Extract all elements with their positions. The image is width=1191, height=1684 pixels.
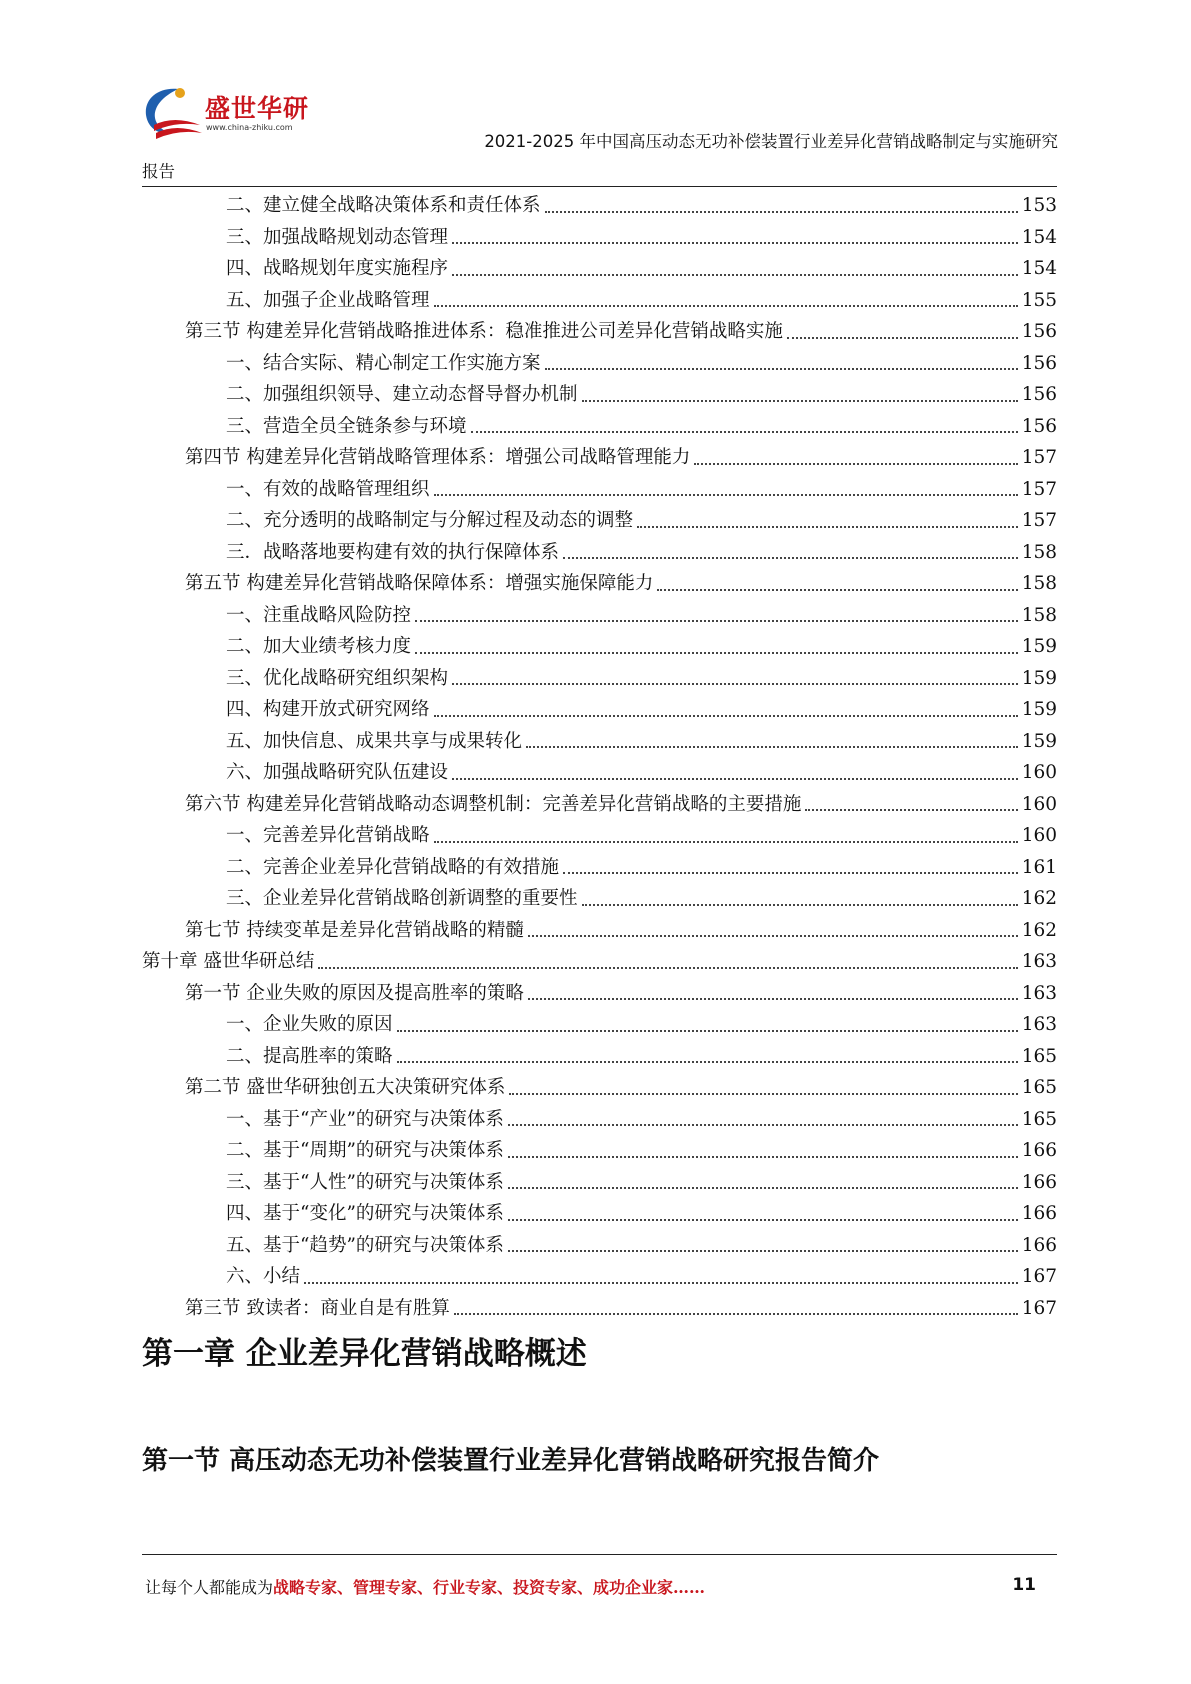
toc-entry-title: 第十章 盛世华研总结	[142, 951, 315, 972]
toc-dot-leader	[657, 589, 1017, 591]
toc-entry-page: 160	[1021, 825, 1057, 846]
toc-dot-leader	[434, 494, 1018, 496]
toc-entry-title: 三、优化战略研究组织架构	[226, 667, 449, 689]
toc-entry-title: 六、小结	[226, 1266, 301, 1287]
toc-entry[interactable]	[142, 568, 1057, 600]
report-title: 2021-2025 年中国高压动态无功补偿装置行业差异化营销战略制定与实施研究	[484, 132, 1058, 151]
toc-entry-page: 158	[1021, 604, 1057, 626]
toc-entry-page: 156	[1021, 321, 1057, 342]
toc-entry-title: 一、完善差异化营销战略	[226, 825, 430, 846]
toc-entry[interactable]	[142, 316, 1057, 348]
toc-entry[interactable]	[142, 474, 1057, 506]
toc-entry-page: 157	[1021, 510, 1057, 531]
toc-entry[interactable]	[142, 379, 1057, 411]
toc-dot-leader	[434, 841, 1018, 843]
toc-dot-leader	[434, 305, 1018, 307]
toc-dot-leader	[508, 1187, 1018, 1189]
toc-entry[interactable]	[142, 883, 1057, 915]
toc-entry-title: 三．战略落地要构建有效的执行保障体系	[226, 541, 560, 563]
logo-brand-name: 盛世华研	[205, 94, 310, 123]
logo-url: www.china-zhiku.com	[206, 123, 293, 132]
toc-entry[interactable]	[142, 1072, 1057, 1104]
toc-entry-title: 二、完善企业差异化营销战略的有效措施	[226, 856, 560, 878]
report-title-suffix: 报告	[142, 162, 175, 181]
toc-entry-page: 159	[1021, 730, 1057, 752]
toc-entry-title: 第三节 构建差异化营销战略推进体系：稳准推进公司差异化营销战略实施	[185, 321, 783, 342]
toc-entry[interactable]	[142, 852, 1057, 884]
toc-entry-page: 159	[1021, 636, 1057, 657]
page-number: 11	[1012, 1575, 1036, 1595]
toc-entry[interactable]	[142, 537, 1057, 569]
toc-dot-leader	[508, 1124, 1018, 1126]
toc-entry-page: 157	[1021, 478, 1057, 500]
company-logo	[140, 85, 310, 145]
toc-dot-leader	[637, 526, 1018, 528]
toc-entry-page: 165	[1021, 1108, 1057, 1130]
toc-entry[interactable]	[142, 946, 1057, 978]
toc-entry-page: 158	[1021, 573, 1057, 594]
toc-dot-leader	[415, 652, 1018, 654]
toc-entry-page: 154	[1021, 258, 1057, 279]
toc-entry[interactable]	[142, 915, 1057, 947]
toc-entry-page: 156	[1021, 415, 1057, 437]
toc-entry-title: 四、基于“变化”的研究与决策体系	[226, 1203, 504, 1224]
toc-entry-page: 158	[1021, 541, 1057, 563]
toc-dot-leader	[452, 274, 1018, 276]
toc-dot-leader	[563, 872, 1018, 874]
toc-dot-leader	[304, 1282, 1018, 1284]
toc-entry[interactable]	[142, 222, 1057, 254]
footer-divider	[142, 1554, 1057, 1555]
toc-entry[interactable]	[142, 190, 1057, 222]
toc-dot-leader	[509, 1093, 1017, 1095]
toc-entry[interactable]	[142, 757, 1057, 789]
toc-entry-page: 161	[1021, 856, 1057, 878]
toc-entry[interactable]	[142, 442, 1057, 474]
toc-dot-leader	[397, 1061, 1018, 1063]
toc-dot-leader	[454, 1313, 1018, 1315]
toc-entry-title: 第二节 盛世华研独创五大决策研究体系	[185, 1077, 506, 1098]
toc-entry[interactable]	[142, 694, 1057, 726]
toc-entry-title: 五、基于“趋势”的研究与决策体系	[226, 1234, 504, 1256]
toc-entry-title: 二、加强组织领导、建立动态督导督办机制	[226, 384, 578, 405]
toc-entry-page: 160	[1021, 793, 1057, 815]
toc-entry-title: 第三节 致读者：商业自是有胜算	[185, 1297, 450, 1319]
toc-dot-leader	[563, 557, 1018, 559]
toc-entry-page: 167	[1021, 1266, 1057, 1287]
toc-entry-page: 166	[1021, 1203, 1057, 1224]
footer-slogan-prefix: 让每个人都能成为	[145, 1578, 274, 1597]
toc-entry-page: 163	[1021, 1014, 1057, 1035]
toc-dot-leader	[508, 1250, 1018, 1252]
toc-entry-page: 160	[1021, 762, 1057, 783]
toc-entry-page: 162	[1021, 888, 1057, 909]
toc-entry-title: 三、企业差异化营销战略创新调整的重要性	[226, 888, 578, 909]
toc-entry[interactable]	[142, 978, 1057, 1010]
toc-entry[interactable]	[142, 1009, 1057, 1041]
toc-entry-page: 166	[1021, 1234, 1057, 1256]
toc-entry[interactable]	[142, 1293, 1057, 1325]
toc-entry[interactable]	[142, 505, 1057, 537]
toc-entry-title: 三、基于“人性”的研究与决策体系	[226, 1171, 504, 1193]
toc-entry-page: 163	[1021, 951, 1057, 972]
logo-emblem-icon	[140, 85, 208, 145]
toc-entry-page: 165	[1021, 1045, 1057, 1067]
toc-entry-title: 二、提高胜率的策略	[226, 1045, 393, 1067]
toc-entry-title: 三、营造全员全链条参与环境	[226, 415, 467, 437]
toc-dot-leader	[787, 337, 1018, 339]
toc-entry-title: 一、注重战略风险防控	[226, 604, 412, 626]
toc-entry[interactable]	[142, 285, 1057, 317]
toc-dot-leader	[526, 746, 1018, 748]
toc-entry-title: 五、加快信息、成果共享与成果转化	[226, 730, 523, 752]
toc-dot-leader	[452, 683, 1018, 685]
toc-entry-title: 四、战略规划年度实施程序	[226, 258, 449, 279]
section-heading: 第一节 高压动态无功补偿装置行业差异化营销战略研究报告简介	[142, 1446, 880, 1476]
toc-entry-title: 一、企业失败的原因	[226, 1014, 393, 1035]
toc-entry-title: 第七节 持续变革是差异化营销战略的精髓	[185, 919, 524, 941]
toc-entry[interactable]	[142, 1261, 1057, 1293]
table-of-contents	[142, 190, 1057, 1324]
footer-slogan-highlight: 战略专家、管理专家、行业专家、投资专家、成功企业家……	[273, 1578, 706, 1597]
footer-slogan	[145, 1575, 705, 1598]
toc-entry[interactable]	[142, 348, 1057, 380]
toc-entry-page: 157	[1021, 447, 1057, 468]
toc-entry-title: 四、构建开放式研究网络	[226, 699, 430, 720]
toc-entry[interactable]	[142, 663, 1057, 695]
toc-entry-page: 165	[1021, 1077, 1057, 1098]
toc-entry-title: 二、充分透明的战略制定与分解过程及动态的调整	[226, 510, 634, 531]
toc-entry-title: 第四节 构建差异化营销战略管理体系：增强公司战略管理能力	[185, 447, 691, 468]
toc-dot-leader	[452, 778, 1018, 780]
toc-entry-title: 一、有效的战略管理组织	[226, 478, 430, 500]
toc-entry-page: 162	[1021, 919, 1057, 941]
toc-entry-title: 第六节 构建差异化营销战略动态调整机制：完善差异化营销战略的主要措施	[185, 793, 802, 815]
toc-entry-title: 第五节 构建差异化营销战略保障体系：增强实施保障能力	[185, 573, 654, 594]
toc-dot-leader	[397, 1030, 1018, 1032]
toc-entry[interactable]	[142, 726, 1057, 758]
toc-entry[interactable]	[142, 1198, 1057, 1230]
header-divider	[142, 186, 1057, 187]
toc-dot-leader	[528, 998, 1018, 1000]
toc-entry-page: 156	[1021, 352, 1057, 374]
toc-entry[interactable]	[142, 253, 1057, 285]
toc-dot-leader	[582, 904, 1018, 906]
toc-entry-title: 二、基于“周期”的研究与决策体系	[226, 1140, 504, 1161]
toc-dot-leader	[694, 463, 1017, 465]
toc-dot-leader	[452, 242, 1018, 244]
toc-entry[interactable]	[142, 1135, 1057, 1167]
toc-dot-leader	[415, 620, 1018, 622]
toc-dot-leader	[805, 809, 1017, 811]
toc-entry-title: 二、建立健全战略决策体系和责任体系	[226, 195, 541, 216]
toc-entry-title: 五、加强子企业战略管理	[226, 289, 430, 311]
toc-entry[interactable]	[142, 1041, 1057, 1073]
toc-entry-page: 156	[1021, 384, 1057, 405]
toc-entry[interactable]	[142, 789, 1057, 821]
toc-dot-leader	[582, 400, 1018, 402]
toc-entry[interactable]	[142, 411, 1057, 443]
toc-entry-page: 167	[1021, 1297, 1057, 1319]
toc-dot-leader	[545, 368, 1018, 370]
toc-dot-leader	[508, 1156, 1018, 1158]
toc-dot-leader	[434, 715, 1018, 717]
page-header	[0, 0, 1191, 190]
toc-entry-page: 159	[1021, 667, 1057, 689]
toc-entry-title: 三、加强战略规划动态管理	[226, 226, 449, 248]
toc-entry-title: 一、结合实际、精心制定工作实施方案	[226, 352, 541, 374]
toc-entry-title: 二、加大业绩考核力度	[226, 636, 412, 657]
toc-entry-page: 154	[1021, 226, 1057, 248]
toc-entry-page: 153	[1021, 195, 1057, 216]
toc-entry-page: 163	[1021, 982, 1057, 1004]
toc-entry[interactable]	[142, 631, 1057, 663]
toc-dot-leader	[528, 935, 1018, 937]
toc-entry-page: 155	[1021, 289, 1057, 311]
toc-entry-title: 第一节 企业失败的原因及提高胜率的策略	[185, 982, 524, 1004]
toc-entry[interactable]	[142, 1167, 1057, 1199]
toc-entry-title: 一、基于“产业”的研究与决策体系	[226, 1108, 504, 1130]
toc-dot-leader	[318, 967, 1017, 969]
toc-dot-leader	[545, 211, 1018, 213]
toc-entry[interactable]	[142, 820, 1057, 852]
toc-dot-leader	[471, 431, 1018, 433]
toc-entry[interactable]	[142, 1230, 1057, 1262]
toc-entry-page: 166	[1021, 1171, 1057, 1193]
toc-dot-leader	[508, 1219, 1018, 1221]
toc-entry-page: 159	[1021, 699, 1057, 720]
toc-entry-title: 六、加强战略研究队伍建设	[226, 762, 449, 783]
toc-entry-page: 166	[1021, 1140, 1057, 1161]
toc-entry[interactable]	[142, 1104, 1057, 1136]
toc-entry[interactable]	[142, 600, 1057, 632]
chapter-heading: 第一章 企业差异化营销战略概述	[142, 1336, 587, 1372]
